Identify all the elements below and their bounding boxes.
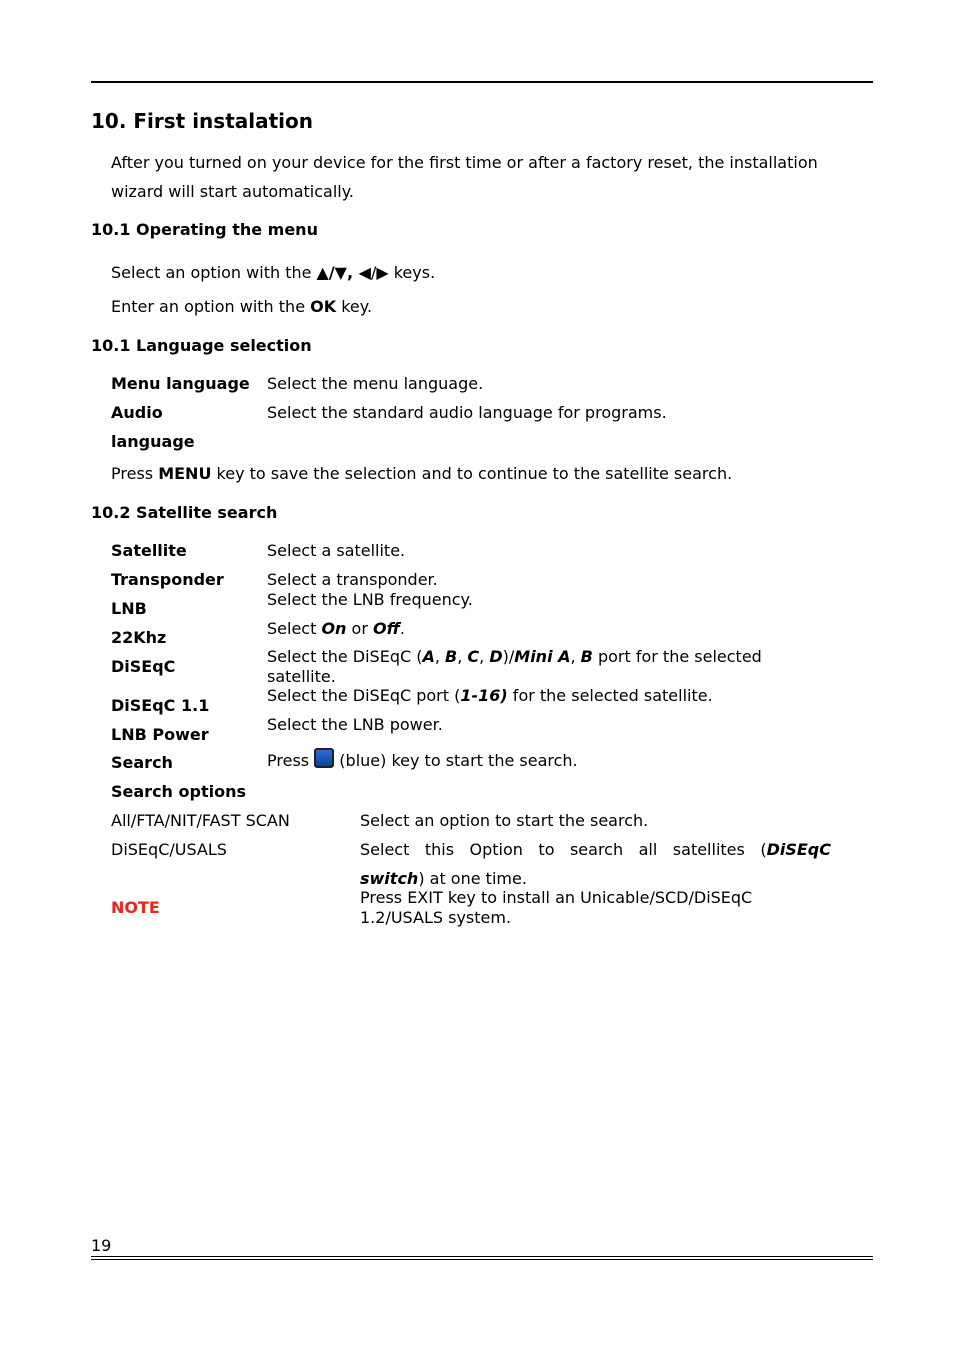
word: this — [424, 840, 455, 859]
subheading-operating-menu: 10.1 Operating the menu — [91, 220, 318, 239]
transponder-label: Transponder — [111, 570, 224, 589]
menu-instruction-enter — [111, 297, 372, 316]
port-mini-b: B — [580, 647, 593, 666]
section-heading: 10. First instalation — [91, 109, 314, 133]
text: Select the DiSEqC ( — [267, 647, 423, 666]
menu-language-label: Menu language — [111, 374, 250, 393]
intro-line-2: wizard will start automatically. — [111, 182, 355, 201]
footer-rule-double — [91, 1259, 873, 1260]
text: for the selected satellite. — [507, 686, 713, 705]
off-value: Off — [373, 619, 400, 638]
word: satellites — [672, 840, 745, 859]
word: Option — [469, 840, 523, 859]
text: Press — [267, 751, 315, 770]
text: ) at one time. — [418, 869, 527, 888]
transponder-desc: Select a transponder. — [267, 570, 438, 589]
diseqc-11-label: DiSEqC 1.1 — [111, 696, 210, 715]
header-rule — [91, 81, 873, 83]
diseqc-bold: DiSEqC — [766, 840, 831, 859]
option-all-fta-label: All/FTA/NIT/FAST SCAN — [111, 811, 290, 830]
paren: ( — [760, 840, 767, 859]
port-range: 1-16) — [460, 686, 508, 705]
left-right-arrows-icon: ◀/▶ — [358, 263, 389, 282]
option-diseqc-usals-desc-line-2 — [360, 869, 527, 888]
ok-key: OK — [310, 297, 337, 316]
menu-language-desc: Select the menu language. — [267, 374, 484, 393]
menu-key-instruction — [111, 464, 732, 483]
port-d: D — [489, 647, 503, 666]
text: key to save the selection and to continue to the satellite search. — [211, 464, 733, 483]
subheading-language-selection: 10.1 Language selection — [91, 336, 312, 355]
option-diseqc-usals-label: DiSEqC/USALS — [111, 840, 227, 859]
word: to — [538, 840, 555, 859]
text: (blue) key to start the search. — [334, 751, 578, 770]
diseqc-11-desc — [267, 686, 713, 705]
text: . — [399, 619, 406, 638]
port-c: C — [467, 647, 480, 666]
footer-rule — [91, 1256, 873, 1257]
word: search — [569, 840, 624, 859]
word: all — [638, 840, 658, 859]
subheading-satellite-search: 10.2 Satellite search — [91, 503, 278, 522]
note-line-1: Press EXIT key to install an Unicable/SCD/DiSEqC — [360, 888, 753, 907]
option-diseqc-usals-desc-line-1 — [360, 840, 831, 859]
lnb-power-label: LNB Power — [111, 725, 209, 744]
diseqc-label: DiSEqC — [111, 657, 176, 676]
satellite-desc: Select a satellite. — [267, 541, 406, 560]
search-desc — [267, 748, 578, 770]
word: Select — [360, 840, 410, 859]
audio-language-label-1: Audio — [111, 403, 163, 422]
port-a: A — [422, 647, 435, 666]
text: Select — [267, 619, 322, 638]
note-line-2: 1.2/USALS system. — [360, 908, 512, 927]
text: key. — [336, 297, 373, 316]
text: Enter an option with the — [111, 297, 311, 316]
text: port for the selected — [592, 647, 762, 666]
port-b: B — [445, 647, 458, 666]
up-down-arrows-icon: ▲/▼, — [316, 263, 359, 282]
text: Select the DiSEqC port ( — [267, 686, 461, 705]
audio-language-desc: Select the standard audio language for programs. — [267, 403, 667, 422]
satellite-label: Satellite — [111, 541, 187, 560]
lnb-desc: Select the LNB frequency. — [267, 590, 473, 609]
search-options-label: Search options — [111, 782, 246, 801]
lnb-power-desc: Select the LNB power. — [267, 715, 443, 734]
menu-key: MENU — [158, 464, 212, 483]
switch-bold: switch — [360, 869, 419, 888]
page-number: 19 — [91, 1236, 112, 1255]
note-label: NOTE — [111, 898, 160, 917]
22khz-desc — [267, 619, 405, 638]
word-diseqc — [760, 840, 831, 859]
menu-instruction-select — [111, 263, 435, 282]
option-all-fta-desc: Select an option to start the search. — [360, 811, 649, 830]
text: Press — [111, 464, 159, 483]
diseqc-desc-line-1: Select the DiSEqC (A, B, C, D)/Mini A, B port for the selected — [267, 647, 762, 666]
text: Select an option with the — [111, 263, 317, 282]
on-value: On — [321, 619, 347, 638]
blue-key-icon — [314, 748, 334, 768]
diseqc-desc-line-2: satellite. — [267, 667, 336, 686]
search-label: Search — [111, 753, 173, 772]
text: or — [346, 619, 373, 638]
22khz-label: 22Khz — [111, 628, 167, 647]
audio-language-label-2: language — [111, 432, 195, 451]
text: keys. — [388, 263, 436, 282]
intro-line-1: After you turned on your device for the first time or after a factory reset, the installation — [111, 153, 818, 172]
lnb-label: LNB — [111, 599, 147, 618]
port-mini-a: Mini A — [514, 647, 571, 666]
